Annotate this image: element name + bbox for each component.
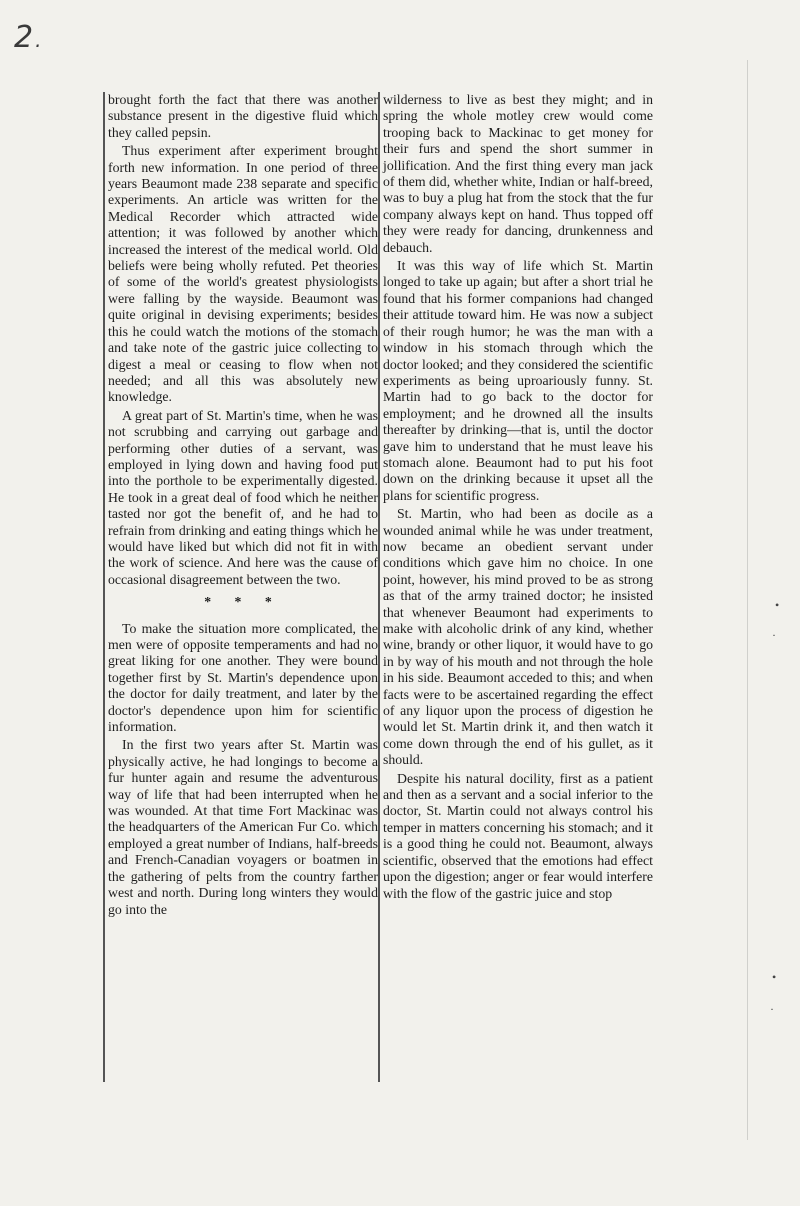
paragraph: Thus experiment after experiment brought forth new information. In one period of three years Beaumont made 238 separate and specific experiments. An article was written for the Medical Recorder which attracted wide attention; it was followed by another which increased the interest of the medical world. Old beliefs were being wholly refuted. Pet theories of some of the world's greatest physiologists were falling by the wayside. Beaumont was quite original in devising experiments; besides this he could watch the motions of the stomach and take note of the gastric juice collecting to digest a meal or ceasing to flow when not needed; and all this was absolutely new knowledge.: [108, 143, 378, 405]
margin-line: [747, 60, 748, 1140]
paragraph: In the first two years after St. Martin was physically active, he had longings to become a fur hunter again and resume the adventurous way of life that had been interrupted when he was wounded. At that time Fort Mackinac was the headquarters of the American Fur Co. which employed a great number of Indians, half-breeds and French-Canadian voyagers or boatmen in the gathering of pelts from the country farther west and north. During long winters they would go into the: [108, 737, 378, 917]
paragraph: Despite his natural docility, first as a patient and then as a servant and a social inferior to the doctor, St. Martin could not always control his temper in matters concerning his stomach; and it is a good thing he could not. Beaumont, always scientific, observed that the emotions had effect upon the digestion; anger or fear would interfere with the flow of the gastric juice and stop: [383, 770, 653, 901]
margin-speck: •: [775, 598, 780, 612]
article-column-1: [108, 92, 378, 920]
margin-speck: •: [772, 970, 777, 984]
paragraph: brought forth the fact that there was another substance present in the digestive fluid which they called pepsin.: [108, 92, 378, 140]
column-rule-middle: [378, 92, 380, 1082]
paragraph: St. Martin, who had been as docile as a wounded animal while he was under treatment, now became an obedient servant under conditions which gave him no choice. In one point, however, his mind proved to be as strong as that of the army trained doctor; he insisted that whenever Beaumont had experiments to make with alcoholic drink of any kind, whether wine, brandy or other liquor, it would have to go in by way of his mouth and not through the hole in his side. Beaumont acceded to this; and when facts were to be ascertained regarding the effect of any liquor upon the process of digestion he would let St. Martin drink it, and then watch it come down through the end of his gullet, as it should.: [383, 506, 653, 768]
page-number-dot: .: [35, 28, 42, 52]
margin-speck: ·: [770, 1002, 774, 1016]
paragraph: A great part of St. Martin's time, when he was not scrubbing and carrying out garbage and performing other duties of a servant, was employed in lying down and having food put into the porthole to be experimentally digested. He took in a great deal of food which he neither tasted nor got the benefit of, and he had to refrain from drinking and eating things which he would have liked but which did not fit in with the work of science. And here was the cause of occasional disagreement between the two.: [108, 407, 378, 587]
page-number: [14, 20, 41, 55]
paragraph: It was this way of life which St. Martin longed to take up again; but after a short trial he found that his former companions had changed their attitude toward him. He was now a subject of their rough humor; he was the man with a window in his stomach through which the doctor looked; and they considered the scientific experiments as being uproariously funny. St. Martin had to go back to the doctor for employment; and he drowned all the insults thereafter by drinking—that is, until the doctor gave him to understand that he must leave his stomach alone. Beaumont had to put his foot down on the drinking because it upset all the plans for scientific progress.: [383, 258, 653, 503]
section-separator: * * *: [204, 594, 282, 610]
margin-speck: ·: [772, 628, 776, 642]
page-number-value: 2: [14, 20, 34, 55]
paragraph: To make the situation more complicated, the men were of opposite temperaments and had no great liking for one another. They were bound together first by St. Martin's dependence upon the doctor for daily treatment, and later by the doctor's dependence upon him for scientific information.: [108, 620, 378, 735]
article-column-2: [383, 92, 653, 904]
column-rule-left: [103, 92, 105, 1082]
paragraph: wilderness to live as best they might; and in spring the whole motley crew would come trooping back to Mackinac to get money for their furs and spend the short summer in jollification. And the first thing every man jack of them did, whether white, Indian or half-breed, was to buy a plug hat from the stock that the fur company always kept on hand. Thus topped off they were ready for dancing, drunkenness and debauch.: [383, 92, 653, 255]
